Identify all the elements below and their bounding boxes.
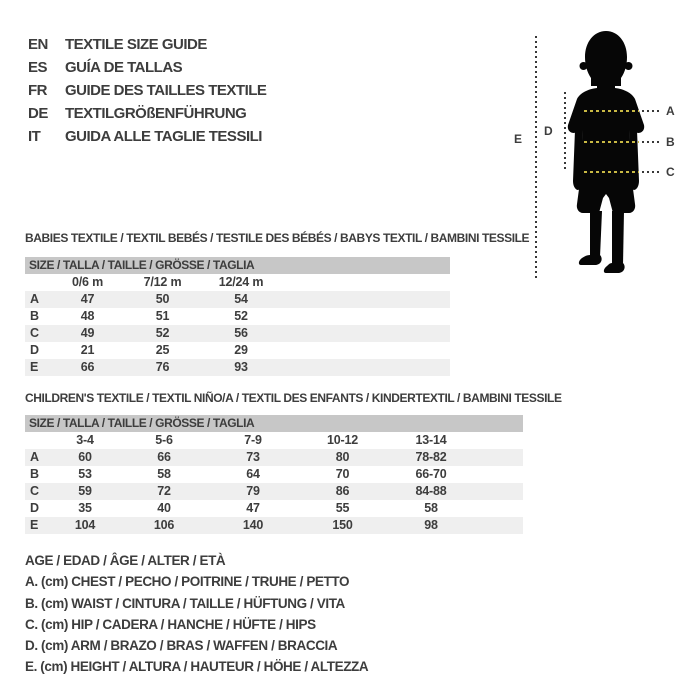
size-value: 50 [155, 292, 170, 306]
list-item [28, 125, 266, 148]
row-label: E [30, 518, 39, 532]
legend-arm-line: D. (cm) ARM / BRAZO / BRAS / WAFFEN / BRACCIA [25, 638, 338, 654]
column-header: 13-14 [415, 433, 447, 447]
legend-waist-line: B. (cm) WAIST / CINTURA / TAILLE / HÜFTUNG / VITA [25, 595, 345, 611]
row-label: B [30, 467, 39, 481]
column-header: 5-6 [155, 433, 173, 447]
hip-measure-line-c [584, 171, 639, 173]
size-value: 66 [157, 450, 171, 464]
size-value: 56 [234, 326, 248, 340]
size-value: 49 [80, 326, 95, 340]
size-value: 53 [78, 467, 92, 481]
list-item [28, 102, 266, 125]
row-label: D [30, 501, 39, 515]
size-value: 58 [157, 467, 171, 481]
table-row [25, 308, 450, 325]
table-row [25, 517, 523, 534]
column-header: 0/6 m [72, 275, 103, 289]
language-code: FR [28, 82, 47, 99]
children-size-header-band: SIZE / TALLA / TAILLE / GRÖSSE / TAGLIA [25, 415, 523, 432]
size-value: 47 [246, 501, 260, 515]
chest-measure-line-a [584, 110, 639, 112]
row-label: B [30, 309, 39, 323]
guide-title: GUÍA DE TALLAS [65, 59, 183, 76]
size-value: 150 [332, 518, 353, 532]
column-header: 12/24 m [218, 275, 264, 289]
language-code: EN [28, 36, 48, 53]
column-header: 3-4 [76, 433, 94, 447]
guide-title: GUIDA ALLE TAGLIE TESSILI [65, 128, 262, 145]
corner-cell [25, 432, 50, 449]
size-value: 93 [234, 360, 248, 374]
babies-textile-section [25, 231, 530, 377]
waist-measure-line-b [584, 141, 639, 143]
size-value: 52 [155, 326, 170, 340]
size-value: 73 [246, 450, 260, 464]
size-value: 54 [234, 292, 248, 306]
hip-measure-leader-c [642, 171, 662, 173]
babies-section-title: BABIES TEXTILE / TEXTIL BEBÉS / TESTILE DES BÉBÉS / BABYS TEXTIL / BAMBINI TESSILE [25, 231, 530, 245]
table-row [25, 449, 523, 466]
legend-hip-line: C. (cm) HIP / CADERA / HANCHE / HÜFTE / HIPS [25, 616, 316, 632]
table-row [25, 291, 450, 308]
row-label: D [30, 343, 39, 357]
measurement-figure [505, 25, 700, 287]
column-header: 7/12 m [143, 275, 182, 289]
size-value: 66-70 [415, 467, 447, 481]
language-code: ES [28, 59, 48, 76]
table-row [25, 359, 450, 376]
size-value: 140 [242, 518, 264, 532]
table-row [25, 342, 450, 359]
row-label: E [30, 360, 39, 374]
measure-label-a: A [666, 104, 675, 118]
size-value: 64 [246, 467, 260, 481]
size-value: 59 [78, 484, 92, 498]
size-value: 98 [424, 518, 438, 532]
legend-height-line: E. (cm) HEIGHT / ALTURA / HAUTEUR / HÖHE / ALTEZZA [25, 659, 369, 675]
size-value: 106 [153, 518, 175, 532]
column-header: 10-12 [327, 433, 358, 447]
size-value: 21 [80, 343, 95, 357]
children-section-title: CHILDREN'S TEXTILE / TEXTIL NIÑO/A / TEXTIL DES ENFANTS / KINDERTEXTIL / BAMBINI TESSILE [25, 391, 562, 405]
list-item [28, 56, 266, 79]
measure-label-b: B [666, 135, 675, 149]
size-value: 84-88 [415, 484, 447, 498]
size-value: 58 [424, 501, 438, 515]
children-column-header-row [25, 432, 523, 449]
height-measure-line-e [535, 36, 537, 278]
size-value: 86 [335, 484, 350, 498]
size-value: 76 [155, 360, 170, 374]
size-value: 66 [80, 360, 95, 374]
child-silhouette-image [566, 28, 652, 274]
size-value: 40 [157, 501, 171, 515]
measure-label-c: C [666, 165, 675, 179]
table-row [25, 325, 450, 342]
measurement-legend [25, 550, 368, 678]
corner-cell [25, 274, 50, 291]
row-label: C [30, 484, 39, 498]
row-label: C [30, 326, 39, 340]
size-value: 78-82 [415, 450, 447, 464]
size-value: 79 [246, 484, 260, 498]
chest-measure-leader-a [642, 110, 662, 112]
size-value: 104 [74, 518, 96, 532]
size-value: 25 [155, 343, 170, 357]
language-code: DE [28, 105, 48, 122]
size-value: 80 [335, 450, 350, 464]
size-value: 72 [157, 484, 171, 498]
table-row [25, 466, 523, 483]
row-label: A [30, 292, 39, 306]
size-value: 52 [234, 309, 248, 323]
size-value: 60 [78, 450, 92, 464]
list-item [28, 33, 266, 56]
column-header: 7-9 [244, 433, 262, 447]
table-row [25, 500, 523, 517]
size-value: 51 [155, 309, 170, 323]
waist-measure-leader-b [642, 141, 662, 143]
size-value: 47 [80, 292, 95, 306]
table-row [25, 483, 523, 500]
guide-title: GUIDE DES TAILLES TEXTILE [65, 82, 267, 99]
size-value: 70 [335, 467, 350, 481]
legend-chest-line: A. (cm) CHEST / PECHO / POITRINE / TRUHE / PETTO [25, 574, 350, 590]
guide-title: TEXTILGRÖßENFÜHRUNG [65, 105, 247, 122]
size-value: 55 [335, 501, 350, 515]
babies-size-header-band: SIZE / TALLA / TAILLE / GRÖSSE / TAGLIA [25, 257, 450, 274]
guide-title: TEXTILE SIZE GUIDE [65, 36, 207, 53]
row-label: A [30, 450, 39, 464]
children-textile-section [25, 391, 562, 536]
language-title-list [28, 33, 266, 148]
list-item [28, 79, 266, 102]
babies-column-header-row [25, 274, 450, 291]
measure-label-d: D [544, 124, 553, 138]
language-code: IT [28, 128, 41, 145]
size-value: 35 [78, 501, 92, 515]
measure-label-e: E [514, 132, 522, 146]
size-value: 29 [234, 343, 248, 357]
legend-age-line: AGE / EDAD / ÂGE / ALTER / ETÀ [25, 553, 226, 568]
size-value: 48 [80, 309, 95, 323]
